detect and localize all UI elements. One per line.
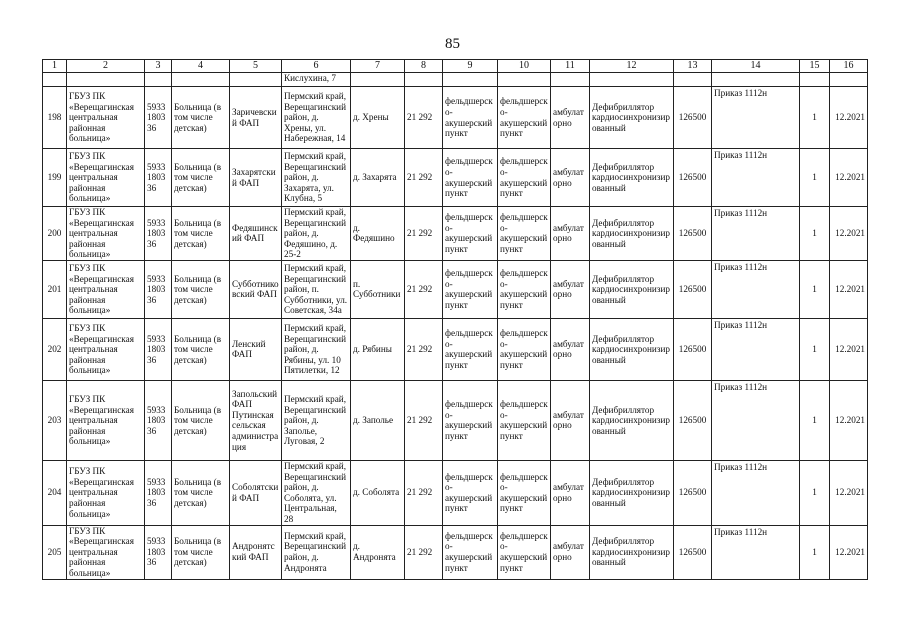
address-cell: Пермский край, Верещагинский район, д. Федяшино, д. 25-2 [282, 207, 351, 261]
equipment-cell: Дефибриллятор кардиосинхронизированный [590, 525, 674, 579]
profile-cell: фельдшерско-акушерский пункт [498, 87, 551, 149]
column-number: 11 [551, 60, 590, 73]
address-cell: Пермский край, Верещагинский район, д. Андронята [282, 525, 351, 579]
column-number: 13 [674, 60, 712, 73]
profile-cell: фельдшерско-акушерский пункт [498, 207, 551, 261]
code-cell: 5933180336 [145, 260, 172, 318]
unit-name-cell: Соболятский ФАП [230, 460, 282, 525]
count-cell: 1 [800, 87, 830, 149]
column-number: 2 [67, 60, 145, 73]
profile-cell: фельдшерско-акушерский пункт [443, 318, 498, 380]
unit-name-cell: Федяшинский ФАП [230, 207, 282, 261]
condition-cell: амбулаторно [551, 260, 590, 318]
equipment-cell: Дефибриллятор кардиосинхронизированный [590, 318, 674, 380]
condition-cell: амбулаторно [551, 525, 590, 579]
code-cell: 5933180336 [145, 87, 172, 149]
address-cell: Пермский край, Верещагинский район, д. Захарята, ул. Клубна, 5 [282, 149, 351, 207]
facility-type-cell: Больница (в том числе детская) [172, 380, 230, 460]
registry-table [42, 59, 868, 580]
column-number: 6 [282, 60, 351, 73]
code-cell: 5933180336 [145, 380, 172, 460]
equipment-cell: Дефибриллятор кардиосинхронизированный [590, 207, 674, 261]
order-cell: Приказ 1112н [712, 318, 800, 380]
date-cell: 12.2021 [830, 460, 868, 525]
date-cell: 12.2021 [830, 149, 868, 207]
equipment-cell: Дефибриллятор кардиосинхронизированный [590, 87, 674, 149]
row-number: 202 [43, 318, 67, 380]
address-cell: Пермский край, Верещагинский район, д. Рябины, ул. 10 Пятилетки, 12 [282, 318, 351, 380]
okved-cell: 21 292 [405, 87, 443, 149]
count-cell: 1 [800, 460, 830, 525]
count-cell: 1 [800, 260, 830, 318]
organization-cell: ГБУЗ ПК «Верещагинская центральная районная больница» [67, 318, 145, 380]
facility-type-cell: Больница (в том числе детская) [172, 207, 230, 261]
okved-cell: 21 292 [405, 149, 443, 207]
row-number: 205 [43, 525, 67, 579]
locality-cell: д. Рябины [351, 318, 405, 380]
table-row [43, 207, 868, 261]
page-number: 85 [445, 36, 460, 52]
equipment-cell: Дефибриллятор кардиосинхронизированный [590, 460, 674, 525]
row-number: 204 [43, 460, 67, 525]
address-cell: Пермский край, Верещагинский район, п. Субботники, ул. Советская, 34а [282, 260, 351, 318]
column-number: 8 [405, 60, 443, 73]
organization-cell: ГБУЗ ПК «Верещагинская центральная районная больница» [67, 460, 145, 525]
table-row [43, 260, 868, 318]
column-number: 3 [145, 60, 172, 73]
profile-cell: фельдшерско-акушерский пункт [443, 207, 498, 261]
column-number-row [43, 60, 868, 73]
organization-cell: ГБУЗ ПК «Верещагинская центральная районная больница» [67, 380, 145, 460]
profile-cell: фельдшерско-акушерский пункт [498, 318, 551, 380]
okved-cell: 21 292 [405, 525, 443, 579]
okved-cell: 21 292 [405, 460, 443, 525]
order-cell: Приказ 1112н [712, 260, 800, 318]
column-number: 4 [172, 60, 230, 73]
facility-type-cell: Больница (в том числе детская) [172, 318, 230, 380]
date-cell: 12.2021 [830, 318, 868, 380]
column-number: 7 [351, 60, 405, 73]
code-cell: 5933180336 [145, 149, 172, 207]
code-cell: 5933180336 [145, 460, 172, 525]
date-cell: 12.2021 [830, 525, 868, 579]
column-number: 10 [498, 60, 551, 73]
order-cell: Приказ 1112н [712, 460, 800, 525]
locality-cell: д. Хрены [351, 87, 405, 149]
count-cell: 1 [800, 525, 830, 579]
organization-cell: ГБУЗ ПК «Верещагинская центральная районная больница» [67, 87, 145, 149]
order-cell: Приказ 1112н [712, 149, 800, 207]
order-cell: Приказ 1112н [712, 380, 800, 460]
table-row [43, 149, 868, 207]
cost-cell: 126500 [674, 460, 712, 525]
facility-type-cell: Больница (в том числе детская) [172, 260, 230, 318]
unit-name-cell: Заричевский ФАП [230, 87, 282, 149]
count-cell: 1 [800, 207, 830, 261]
date-cell: 12.2021 [830, 260, 868, 318]
date-cell: 12.2021 [830, 87, 868, 149]
organization-cell: ГБУЗ ПК «Верещагинская центральная районная больница» [67, 207, 145, 261]
locality-cell: п. Субботники [351, 260, 405, 318]
address-cell: Пермский край, Верещагинский район, д. Соболята, ул. Центральная, 28 [282, 460, 351, 525]
unit-name-cell: Ленский ФАП [230, 318, 282, 380]
facility-type-cell: Больница (в том числе детская) [172, 525, 230, 579]
equipment-cell: Дефибриллятор кардиосинхронизированный [590, 149, 674, 207]
facility-type-cell: Больница (в том числе детская) [172, 149, 230, 207]
continuation-row [43, 73, 868, 87]
column-number: 14 [712, 60, 800, 73]
organization-cell: ГБУЗ ПК «Верещагинская центральная районная больница» [67, 525, 145, 579]
row-number: 198 [43, 87, 67, 149]
equipment-cell: Дефибриллятор кардиосинхронизированный [590, 260, 674, 318]
locality-cell: д. Заполье [351, 380, 405, 460]
cost-cell: 126500 [674, 207, 712, 261]
profile-cell: фельдшерско-акушерский пункт [498, 380, 551, 460]
count-cell: 1 [800, 380, 830, 460]
table-row [43, 525, 868, 579]
row-number: 203 [43, 380, 67, 460]
unit-name-cell: Субботниковский ФАП [230, 260, 282, 318]
code-cell: 5933180336 [145, 318, 172, 380]
cost-cell: 126500 [674, 318, 712, 380]
unit-name-cell: Запольский ФАП Путинская сельская администрация [230, 380, 282, 460]
column-number: 1 [43, 60, 67, 73]
row-number: 201 [43, 260, 67, 318]
condition-cell: амбулаторно [551, 207, 590, 261]
cost-cell: 126500 [674, 525, 712, 579]
column-number: 5 [230, 60, 282, 73]
count-cell: 1 [800, 149, 830, 207]
okved-cell: 21 292 [405, 207, 443, 261]
row-number: 199 [43, 149, 67, 207]
profile-cell: фельдшерско-акушерский пункт [443, 149, 498, 207]
date-cell: 12.2021 [830, 380, 868, 460]
locality-cell: д. Захарята [351, 149, 405, 207]
address-cell: Пермский край, Верещагинский район, д. Заполье, Луговая, 2 [282, 380, 351, 460]
code-cell: 5933180336 [145, 207, 172, 261]
table-row [43, 318, 868, 380]
locality-cell: д. Соболята [351, 460, 405, 525]
condition-cell: амбулаторно [551, 87, 590, 149]
order-cell: Приказ 1112н [712, 207, 800, 261]
profile-cell: фельдшерско-акушерский пункт [498, 460, 551, 525]
okved-cell: 21 292 [405, 318, 443, 380]
column-number: 9 [443, 60, 498, 73]
organization-cell: ГБУЗ ПК «Верещагинская центральная районная больница» [67, 149, 145, 207]
cost-cell: 126500 [674, 87, 712, 149]
table-row [43, 460, 868, 525]
condition-cell: амбулаторно [551, 380, 590, 460]
order-cell: Приказ 1112н [712, 525, 800, 579]
date-cell: 12.2021 [830, 207, 868, 261]
profile-cell: фельдшерско-акушерский пункт [498, 260, 551, 318]
profile-cell: фельдшерско-акушерский пункт [443, 87, 498, 149]
okved-cell: 21 292 [405, 260, 443, 318]
continuation-address: Кислухина, 7 [282, 73, 351, 87]
profile-cell: фельдшерско-акушерский пункт [498, 149, 551, 207]
okved-cell: 21 292 [405, 380, 443, 460]
profile-cell: фельдшерско-акушерский пункт [443, 525, 498, 579]
profile-cell: фельдшерско-акушерский пункт [443, 260, 498, 318]
table-row [43, 380, 868, 460]
facility-type-cell: Больница (в том числе детская) [172, 87, 230, 149]
condition-cell: амбулаторно [551, 460, 590, 525]
condition-cell: амбулаторно [551, 149, 590, 207]
unit-name-cell: Андронятский ФАП [230, 525, 282, 579]
profile-cell: фельдшерско-акушерский пункт [498, 525, 551, 579]
condition-cell: амбулаторно [551, 318, 590, 380]
profile-cell: фельдшерско-акушерский пункт [443, 460, 498, 525]
cost-cell: 126500 [674, 149, 712, 207]
locality-cell: д. Федяшино [351, 207, 405, 261]
cost-cell: 126500 [674, 380, 712, 460]
code-cell: 5933180336 [145, 525, 172, 579]
row-number: 200 [43, 207, 67, 261]
table-row [43, 87, 868, 149]
locality-cell: д. Андронята [351, 525, 405, 579]
address-cell: Пермский край, Верещагинский район, д. Хрены, ул. Набережная, 14 [282, 87, 351, 149]
equipment-cell: Дефибриллятор кардиосинхронизированный [590, 380, 674, 460]
column-number: 15 [800, 60, 830, 73]
column-number: 12 [590, 60, 674, 73]
cost-cell: 126500 [674, 260, 712, 318]
order-cell: Приказ 1112н [712, 87, 800, 149]
column-number: 16 [830, 60, 868, 73]
unit-name-cell: Захарятский ФАП [230, 149, 282, 207]
facility-type-cell: Больница (в том числе детская) [172, 460, 230, 525]
organization-cell: ГБУЗ ПК «Верещагинская центральная районная больница» [67, 260, 145, 318]
count-cell: 1 [800, 318, 830, 380]
table-body [43, 87, 868, 580]
profile-cell: фельдшерско-акушерский пункт [443, 380, 498, 460]
